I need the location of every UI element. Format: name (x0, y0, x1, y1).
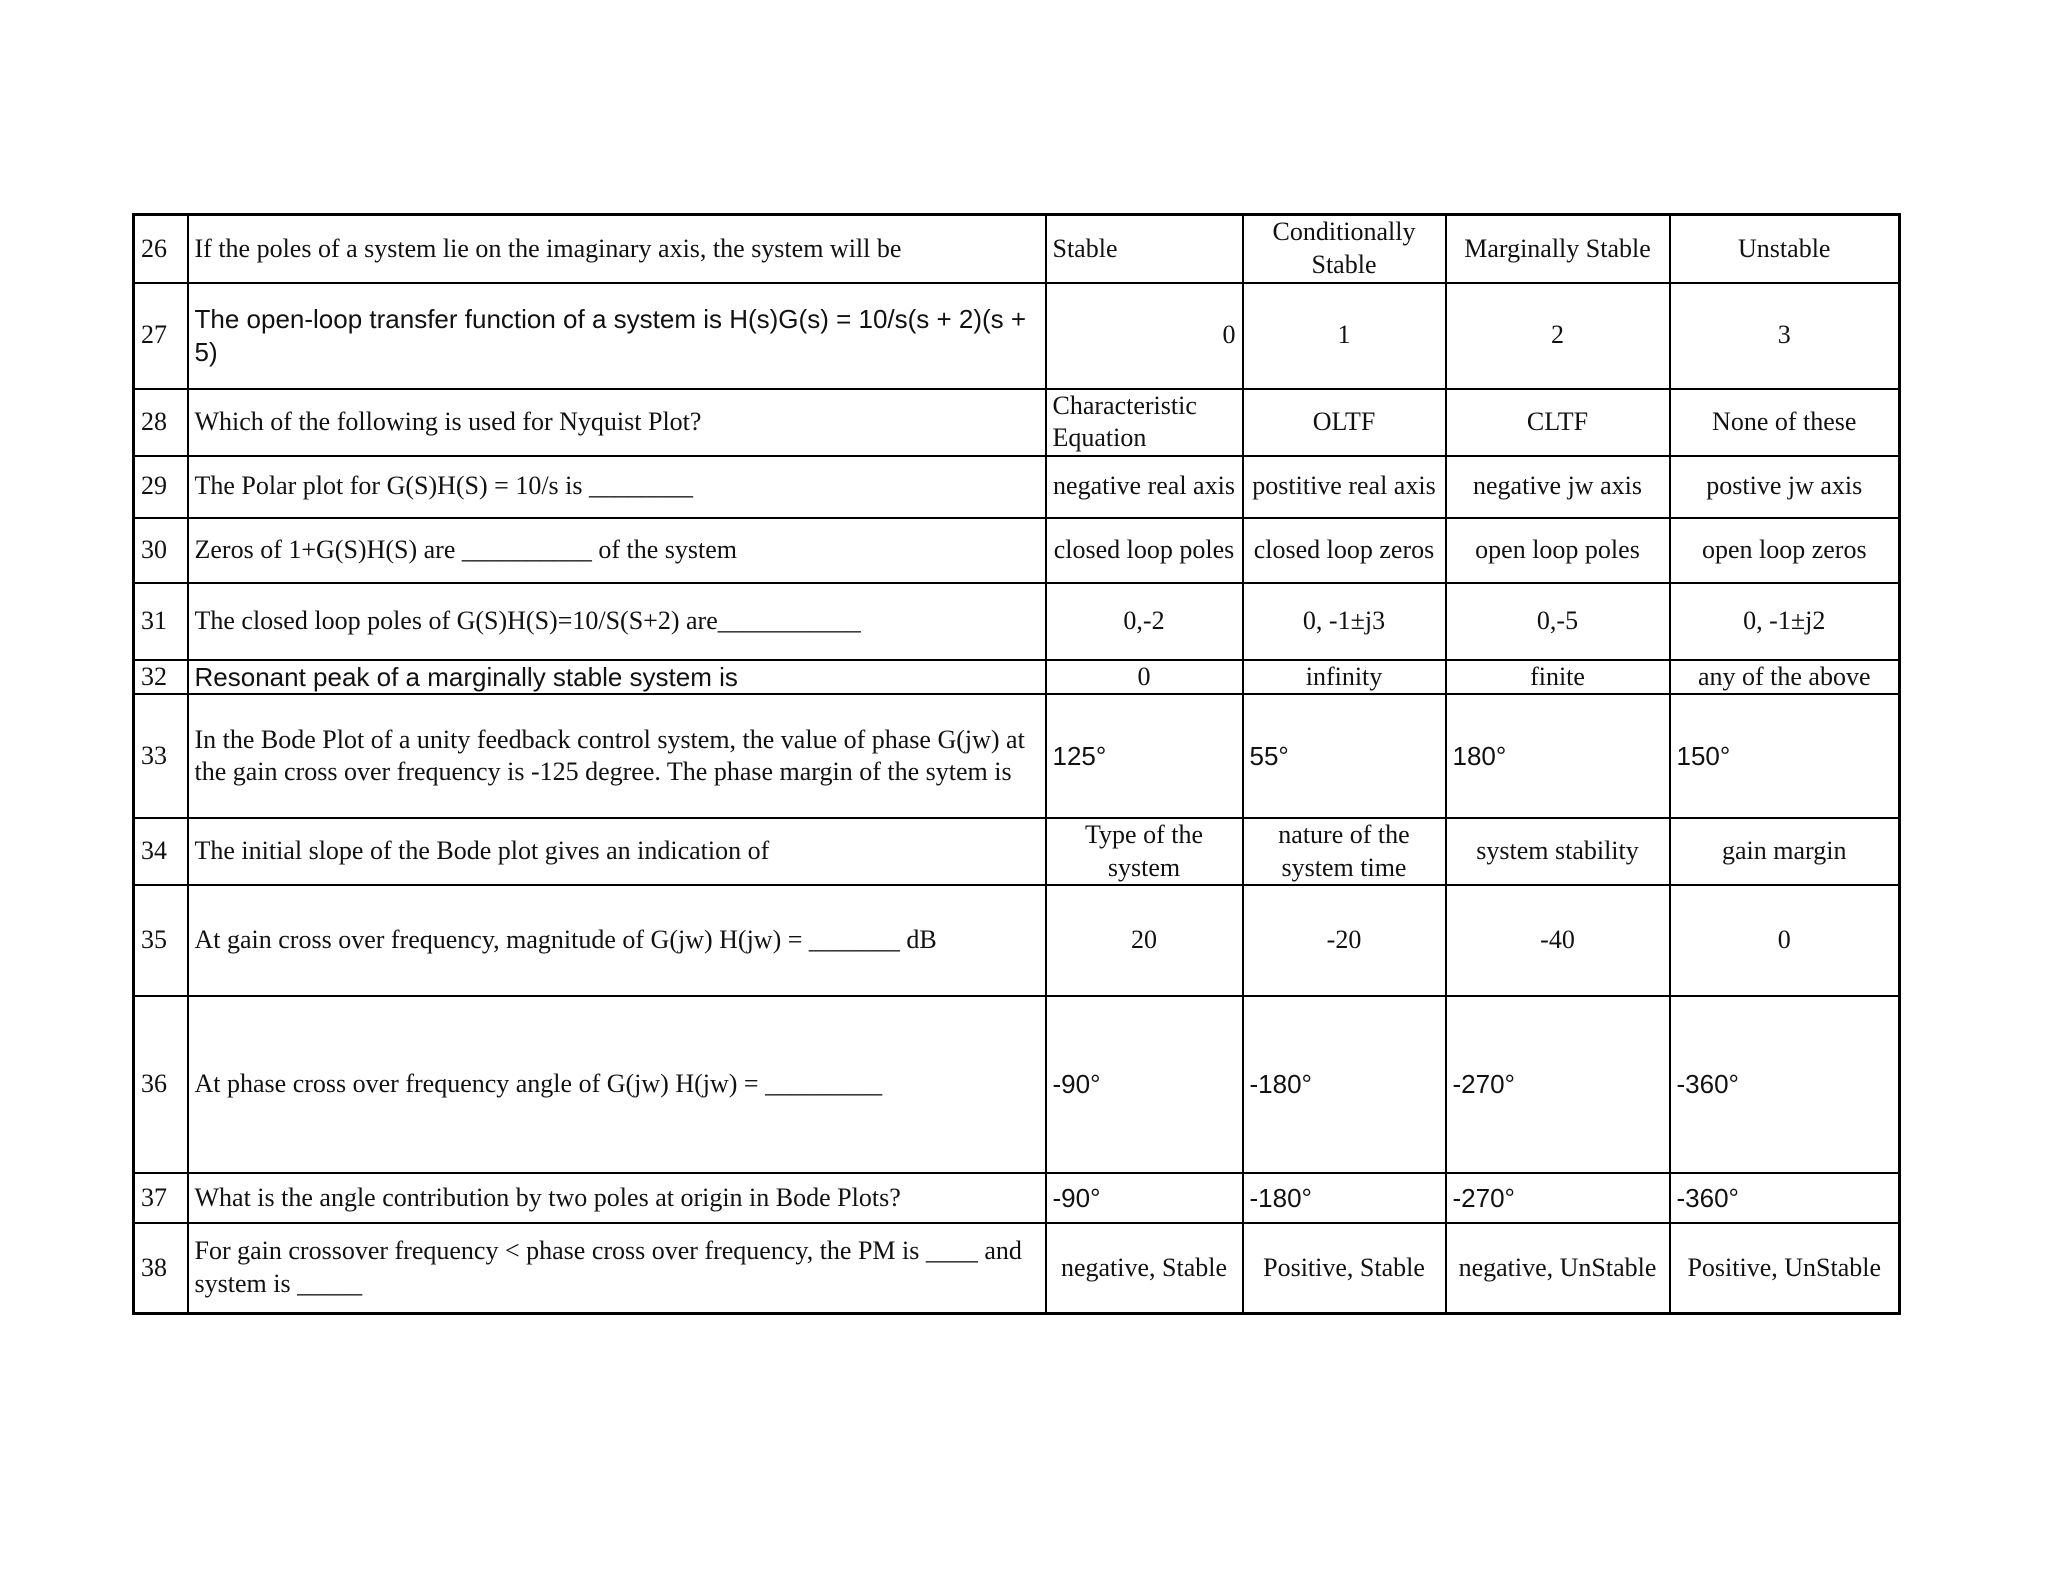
option-b: Positive, Stable (1243, 1223, 1446, 1313)
option-d: Positive, UnStable (1670, 1223, 1900, 1313)
option-d: 0, -1±j2 (1670, 583, 1900, 660)
option-a: closed loop poles (1046, 518, 1243, 583)
option-c: negative jw axis (1446, 456, 1670, 518)
table-row (134, 996, 1900, 1173)
option-c: -40 (1446, 885, 1670, 996)
question-number: 29 (134, 456, 188, 518)
option-d: 150° (1670, 694, 1900, 818)
option-a: 0,-2 (1046, 583, 1243, 660)
option-b: -180° (1243, 1173, 1446, 1223)
option-b: infinity (1243, 660, 1446, 695)
option-d: any of the above (1670, 660, 1900, 695)
question-number: 37 (134, 1173, 188, 1223)
question-text: The open-loop transfer function of a system is H(s)G(s) = 10/s(s + 2)(s + 5) (188, 283, 1046, 389)
option-c: system stability (1446, 818, 1670, 885)
table-row (134, 456, 1900, 518)
option-b: closed loop zeros (1243, 518, 1446, 583)
question-number: 34 (134, 818, 188, 885)
option-d: -360° (1670, 996, 1900, 1173)
option-a: 20 (1046, 885, 1243, 996)
question-text: The closed loop poles of G(S)H(S)=10/S(S+2) are___________ (188, 583, 1046, 660)
table-row (134, 694, 1900, 818)
question-table (132, 213, 1901, 1315)
option-b: 1 (1243, 283, 1446, 389)
option-d: Unstable (1670, 215, 1900, 283)
option-a: Stable (1046, 215, 1243, 283)
question-number: 26 (134, 215, 188, 283)
question-text: The initial slope of the Bode plot gives an indication of (188, 818, 1046, 885)
question-text: For gain crossover frequency < phase cross over frequency, the PM is ____ and system is _____ (188, 1223, 1046, 1313)
option-b: nature of the system time (1243, 818, 1446, 885)
option-d: postive jw axis (1670, 456, 1900, 518)
question-text: Resonant peak of a marginally stable system is (188, 660, 1046, 695)
option-a: negative, Stable (1046, 1223, 1243, 1313)
question-number: 38 (134, 1223, 188, 1313)
option-a: 0 (1046, 660, 1243, 695)
option-d: gain margin (1670, 818, 1900, 885)
table-row (134, 518, 1900, 583)
option-b: 55° (1243, 694, 1446, 818)
option-c: Marginally Stable (1446, 215, 1670, 283)
question-number: 35 (134, 885, 188, 996)
table-row (134, 215, 1900, 283)
question-number: 30 (134, 518, 188, 583)
option-a: -90° (1046, 1173, 1243, 1223)
option-c: 0,-5 (1446, 583, 1670, 660)
table-row (134, 389, 1900, 456)
table-row (134, 885, 1900, 996)
table-row (134, 660, 1900, 695)
option-b: 0, -1±j3 (1243, 583, 1446, 660)
option-b: Conditionally Stable (1243, 215, 1446, 283)
option-a: Type of the system (1046, 818, 1243, 885)
option-a: -90° (1046, 996, 1243, 1173)
option-d: -360° (1670, 1173, 1900, 1223)
option-c: 2 (1446, 283, 1670, 389)
question-text: Which of the following is used for Nyquist Plot? (188, 389, 1046, 456)
option-c: CLTF (1446, 389, 1670, 456)
option-b: OLTF (1243, 389, 1446, 456)
question-text: At gain cross over frequency, magnitude of G(jw) H(jw) = _______ dB (188, 885, 1046, 996)
question-number: 28 (134, 389, 188, 456)
option-c: 180° (1446, 694, 1670, 818)
table-row (134, 1173, 1900, 1223)
option-d: 3 (1670, 283, 1900, 389)
option-a: 125° (1046, 694, 1243, 818)
table-row (134, 583, 1900, 660)
option-a: negative real axis (1046, 456, 1243, 518)
option-d: None of these (1670, 389, 1900, 456)
option-c: finite (1446, 660, 1670, 695)
option-b: -20 (1243, 885, 1446, 996)
option-b: -180° (1243, 996, 1446, 1173)
table-row (134, 1223, 1900, 1313)
question-text: Zeros of 1+G(S)H(S) are __________ of the system (188, 518, 1046, 583)
question-text: At phase cross over frequency angle of G(jw) H(jw) = _________ (188, 996, 1046, 1173)
question-text: If the poles of a system lie on the imaginary axis, the system will be (188, 215, 1046, 283)
option-d: 0 (1670, 885, 1900, 996)
question-number: 33 (134, 694, 188, 818)
question-number: 31 (134, 583, 188, 660)
option-d: open loop zeros (1670, 518, 1900, 583)
question-number: 36 (134, 996, 188, 1173)
option-a: Characteristic Equation (1046, 389, 1243, 456)
option-c: -270° (1446, 1173, 1670, 1223)
question-text: In the Bode Plot of a unity feedback control system, the value of phase G(jw) at the gain cross over frequency is -125 degree. The phase margin of the sytem is (188, 694, 1046, 818)
option-c: -270° (1446, 996, 1670, 1173)
table-row (134, 818, 1900, 885)
option-c: open loop poles (1446, 518, 1670, 583)
table-row (134, 283, 1900, 389)
option-a: 0 (1046, 283, 1243, 389)
option-b: postitive real axis (1243, 456, 1446, 518)
question-number: 32 (134, 660, 188, 695)
question-text: What is the angle contribution by two poles at origin in Bode Plots? (188, 1173, 1046, 1223)
option-c: negative, UnStable (1446, 1223, 1670, 1313)
question-number: 27 (134, 283, 188, 389)
question-text: The Polar plot for G(S)H(S) = 10/s is ________ (188, 456, 1046, 518)
